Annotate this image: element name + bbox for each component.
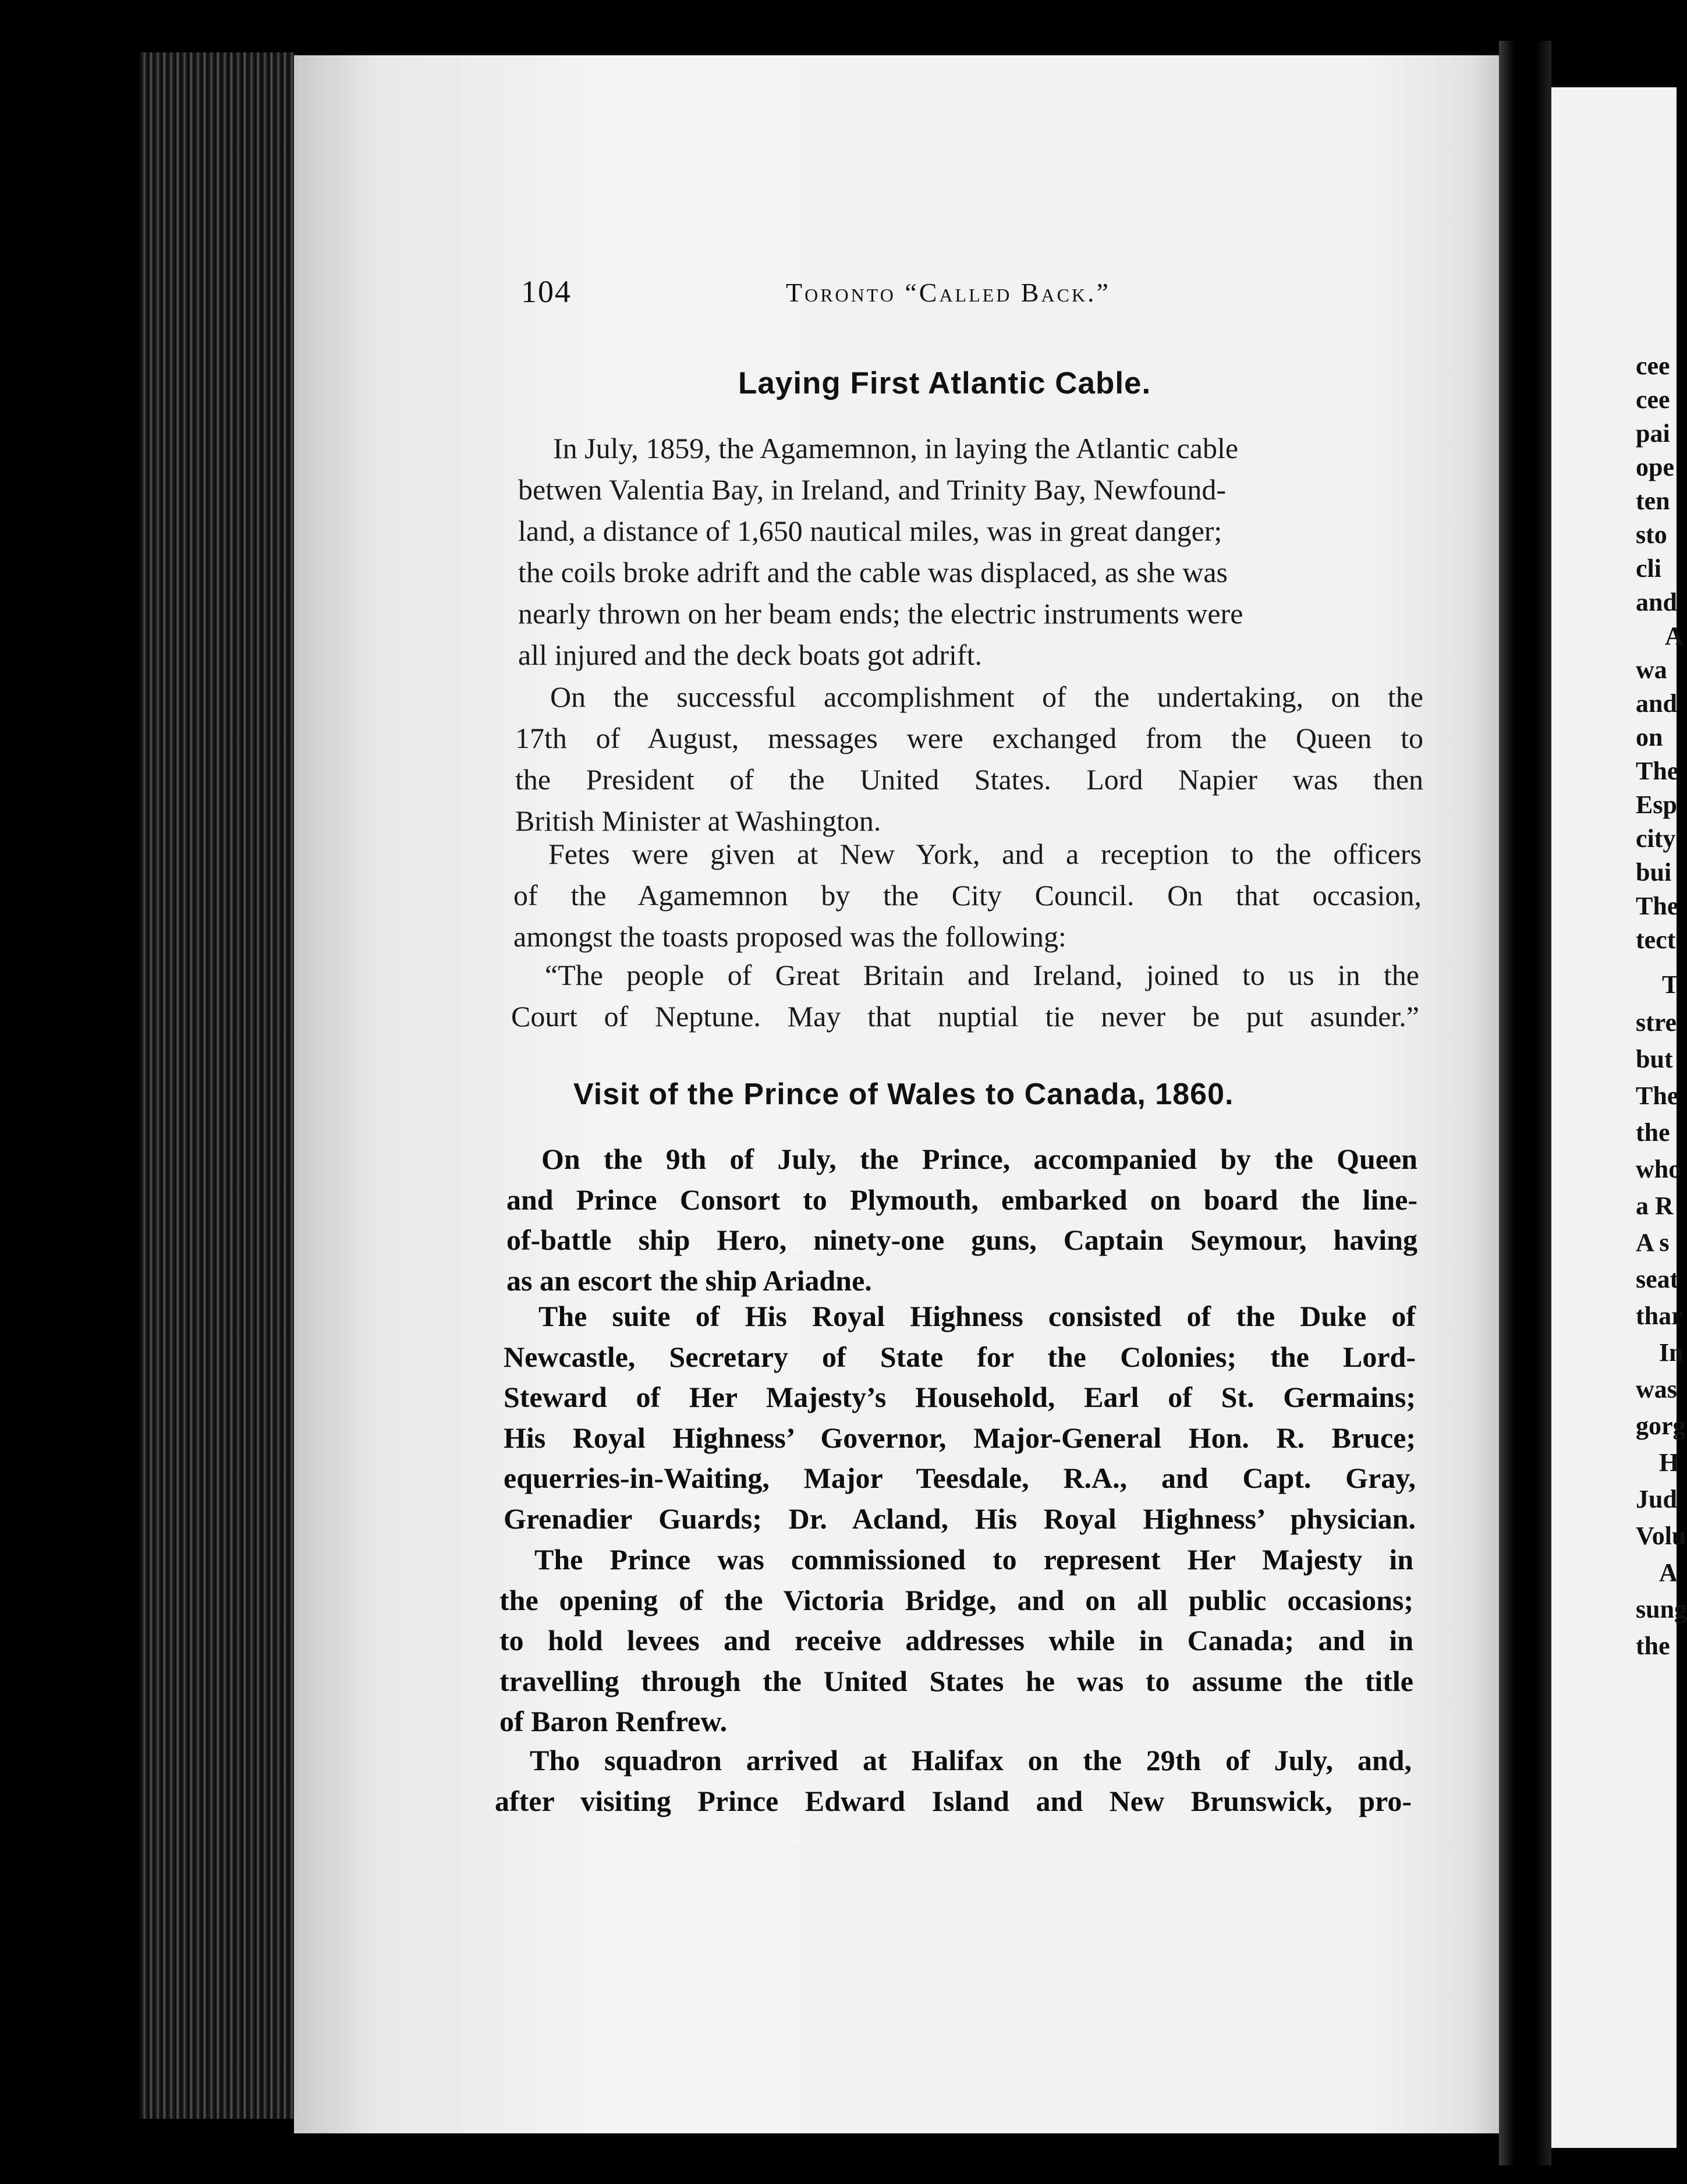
text-line: all injured and the deck boats got adrift. <box>518 639 982 671</box>
facing-page-fragment: and <box>1636 689 1677 718</box>
text-line: equerries-in-Waiting, Major Teesdale, R.A., and Capt. Gray, <box>504 1462 1416 1494</box>
text-line: On the 9th of July, the Prince, accompanied by the Queen <box>541 1143 1417 1175</box>
book-gutter <box>1499 41 1551 2165</box>
facing-page-fragment: who <box>1636 1155 1682 1183</box>
text-line: nearly thrown on her beam ends; the electric instruments were <box>518 597 1243 630</box>
text-line: the opening of the Victoria Bridge, and on all public occasions; <box>499 1583 1413 1616</box>
facing-page-fragment: gorg <box>1636 1412 1686 1440</box>
book-fore-edges <box>140 52 297 2119</box>
text-line: land, a distance of 1,650 nautical miles, was in great danger; <box>518 515 1222 547</box>
facing-page-fragment: pai <box>1636 419 1670 448</box>
section-title-atlantic-cable: Laying First Atlantic Cable. <box>738 366 1151 400</box>
paragraph <box>504 1296 1416 1539</box>
facing-page-fragment: The <box>1636 757 1679 785</box>
facing-page-fragment: A <box>1665 622 1684 650</box>
text-line: Newcastle, Secretary of State for the Colonies; the Lord- <box>504 1340 1416 1373</box>
facing-page-fragment: and <box>1636 588 1677 616</box>
facing-page-fragment: T <box>1662 970 1679 999</box>
facing-page-fragment: wa <box>1636 655 1667 684</box>
facing-page-fragment: H <box>1659 1448 1679 1477</box>
facing-page-fragment: the <box>1636 1632 1670 1660</box>
text-line: to hold levees and receive addresses while in Canada; and in <box>499 1624 1413 1657</box>
facing-page-fragment: bui <box>1636 858 1672 887</box>
facing-page-fragment: Esp <box>1636 790 1677 819</box>
facing-page-fragment: a R <box>1636 1192 1674 1220</box>
text-line: travelling through the United States he was to assume the title <box>499 1664 1413 1697</box>
facing-page-fragment: sung <box>1636 1595 1687 1623</box>
text-line: Tho squadron arrived at Halifax on the 29th of July, and, <box>530 1744 1412 1777</box>
text-line: Steward of Her Majesty’s Household, Earl of St. Germains; <box>504 1381 1416 1413</box>
text-line: the President of the United States. Lord Napier was then <box>515 763 1423 796</box>
facing-page-fragment: seat <box>1636 1265 1679 1293</box>
paragraph <box>518 428 1423 676</box>
facing-page <box>1551 87 1687 2148</box>
text-line: The suite of His Royal Highness consisted of the Duke of <box>538 1300 1416 1332</box>
facing-page-fragment: A s <box>1636 1228 1670 1257</box>
facing-page-fragment: sto <box>1636 520 1667 549</box>
facing-page-fragment: The <box>1636 1082 1679 1110</box>
text-line: as an escort the ship Ariadne. <box>506 1264 872 1297</box>
facing-page-fragment: cli <box>1636 554 1661 583</box>
running-head <box>0 274 1677 309</box>
paragraph <box>513 834 1422 958</box>
text-line: Fetes were given at New York, and a reception to the officers <box>548 838 1422 870</box>
text-line: of Baron Renfrew. <box>499 1705 728 1738</box>
facing-page-fragment: ten <box>1636 487 1670 515</box>
paragraph <box>506 1139 1417 1301</box>
quotation <box>511 955 1419 1037</box>
text-line: British Minister at Washington. <box>515 804 881 837</box>
facing-page-fragment: Volu <box>1636 1522 1686 1550</box>
text-line: and Prince Consort to Plymouth, embarked on board the line- <box>506 1183 1417 1216</box>
facing-page-fragment: thar <box>1636 1302 1683 1330</box>
text-line: after visiting Prince Edward Island and New Brunswick, pro- <box>495 1784 1412 1817</box>
facing-page-fragment: In <box>1659 1338 1684 1367</box>
facing-page-fragment: the <box>1636 1118 1670 1147</box>
paragraph <box>495 1740 1412 1821</box>
text-line: of-battle ship Hero, ninety-one guns, Captain Seymour, having <box>506 1224 1417 1256</box>
text-line: 17th of August, messages were exchanged from the Queen to <box>515 722 1423 754</box>
page-number: 104 <box>521 274 572 309</box>
facing-page-fragment: cee <box>1636 352 1670 380</box>
facing-page-fragment: city <box>1636 824 1676 853</box>
text-line: On the successful accomplishment of the undertaking, on the <box>550 680 1423 713</box>
facing-page-fragment: Jud <box>1636 1485 1677 1513</box>
text-line: “The people of Great Britain and Ireland, joined to us in the <box>545 959 1419 991</box>
facing-page-fragment: cee <box>1636 385 1670 414</box>
facing-page-fragment: A <box>1659 1558 1678 1587</box>
paragraph <box>499 1540 1413 1742</box>
facing-page-fragment: was <box>1636 1375 1677 1403</box>
text-line: In July, 1859, the Agamemnon, in laying the Atlantic cable <box>553 432 1239 465</box>
facing-page-fragment: on <box>1636 723 1663 751</box>
text-line: His Royal Highness’ Governor, Major-General Hon. R. Bruce; <box>504 1421 1416 1454</box>
facing-page-fragment: The <box>1636 892 1679 920</box>
text-line: Court of Neptune. May that nuptial tie never be put asunder.” <box>511 1000 1419 1033</box>
text-line: of the Agamemnon by the City Council. On that occasion, <box>513 879 1422 912</box>
text-line: the coils broke adrift and the cable was displaced, as she was <box>518 556 1228 588</box>
paragraph <box>515 676 1423 842</box>
text-line: amongst the toasts proposed was the following: <box>513 920 1066 953</box>
facing-page-fragment: ope <box>1636 453 1674 481</box>
running-title: Toronto “Called Back.” <box>786 278 1111 307</box>
facing-page-fragment: stre <box>1636 1008 1677 1037</box>
text-line: betwen Valentia Bay, in Ireland, and Trinity Bay, Newfound- <box>518 473 1226 506</box>
section-title-prince-of-wales: Visit of the Prince of Wales to Canada, 1860. <box>573 1077 1234 1111</box>
text-line: The Prince was commissioned to represent Her Majesty in <box>534 1543 1413 1576</box>
facing-page-fragment: but <box>1636 1045 1673 1073</box>
text-line: Grenadier Guards; Dr. Acland, His Royal Highness’ physician. <box>504 1502 1416 1535</box>
facing-page-fragment: tect <box>1636 926 1676 954</box>
